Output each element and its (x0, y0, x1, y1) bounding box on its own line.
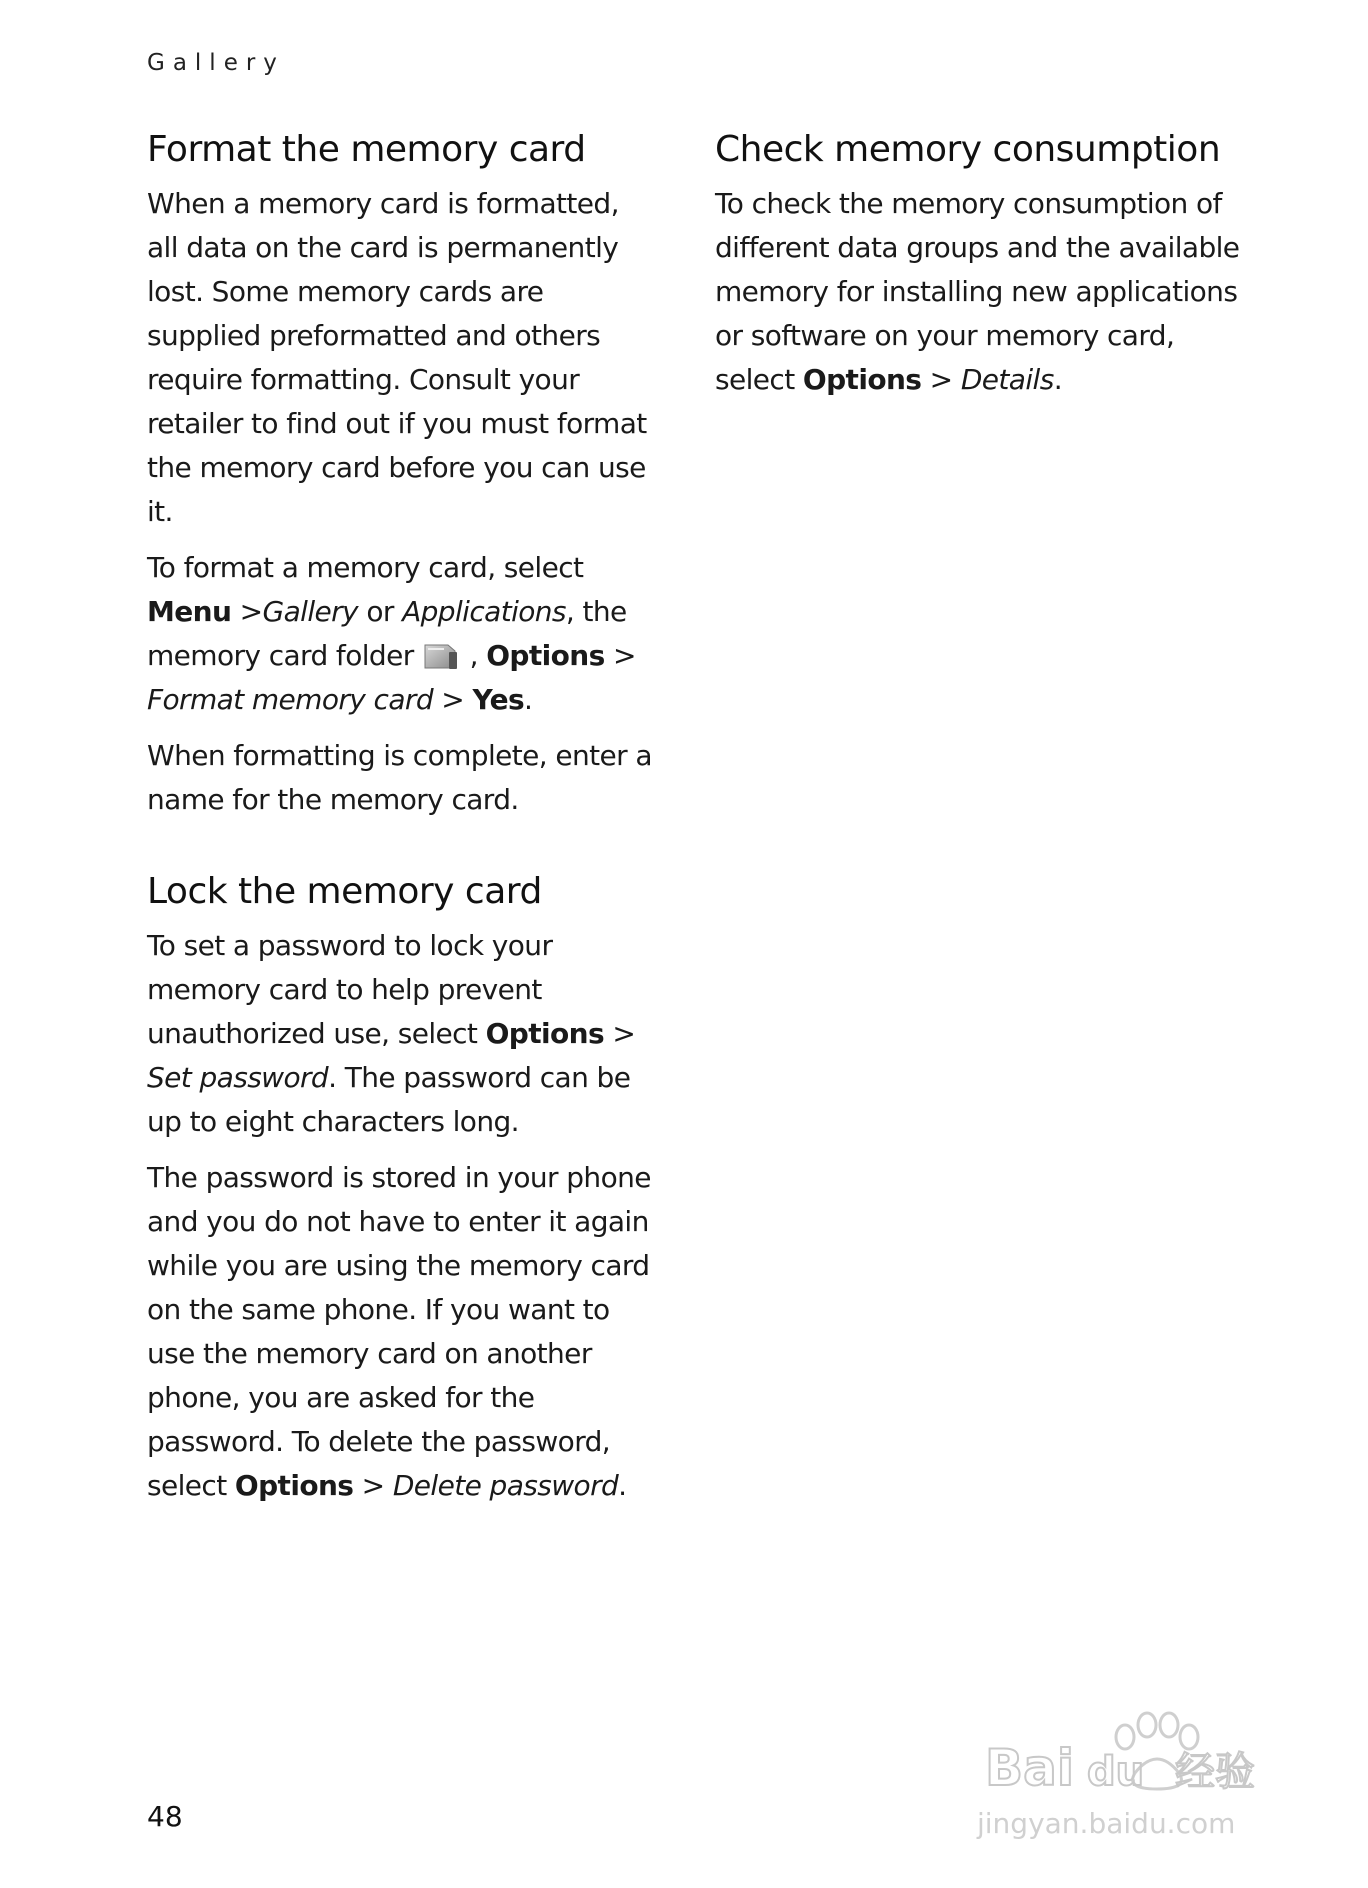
options-term: Options (486, 639, 605, 672)
applications-term: Applications (402, 595, 566, 628)
left-column (147, 128, 657, 1548)
right-column (715, 128, 1255, 442)
format-paragraph-2: To format a memory card, select Menu >Gallery or Applications, the memory card folder , Options > Format memory card > Yes. (147, 551, 636, 716)
yes-term: Yes (472, 683, 525, 716)
lock-paragraph-2: The password is stored in your phone and you do not have to enter it again while you are using the memory card on the same phone. If you want to use the memory card on another phone, you are asked for the password. To delete the password, select Options > Delete password. (147, 1161, 651, 1502)
baidu-watermark (975, 1685, 1295, 1845)
options-term: Options (802, 363, 922, 396)
svg-text:Bai: Bai (985, 1739, 1074, 1797)
memory-card-folder-icon (422, 640, 460, 670)
check-paragraph-1: To check the memory consumption of different data groups and the available memory for installing new applications or software on your memory card, select Options > Details. (715, 187, 1240, 396)
delete-password-term: Delete password (392, 1469, 619, 1502)
check-heading: Check memory consumption (715, 129, 1221, 170)
format-section (147, 128, 657, 822)
details-term: Details (960, 363, 1054, 396)
svg-text:jingyan.baidu.com: jingyan.baidu.com (977, 1807, 1236, 1840)
check-section (715, 128, 1255, 402)
running-header: Gallery (147, 50, 285, 76)
format-paragraph-3: When formatting is complete, enter a name for the memory card. (147, 739, 652, 816)
svg-text:经验: 经验 (1175, 1749, 1255, 1795)
lock-section (147, 870, 657, 1508)
lock-heading: Lock the memory card (147, 871, 542, 912)
menu-term: Menu (147, 595, 232, 628)
svg-text:du: du (1087, 1749, 1145, 1795)
format-memory-card-term: Format memory card (147, 683, 433, 716)
page-number: 48 (147, 1800, 183, 1833)
format-paragraph-1: When a memory card is formatted, all data on the card is permanently lost. Some memory cards are supplied preformatted and others require formatting. Consult your retailer to find out if you must format the memory card before you can use it. (147, 187, 647, 528)
format-heading: Format the memory card (147, 129, 586, 170)
options-term: Options (485, 1017, 605, 1050)
options-term: Options (234, 1469, 354, 1502)
lock-paragraph-1: To set a password to lock your memory card to help prevent unauthorized use, select Options > Set password. The password can be up to eight characters long. (147, 929, 636, 1138)
gallery-term: Gallery (262, 595, 359, 628)
set-password-term: Set password (147, 1061, 329, 1094)
